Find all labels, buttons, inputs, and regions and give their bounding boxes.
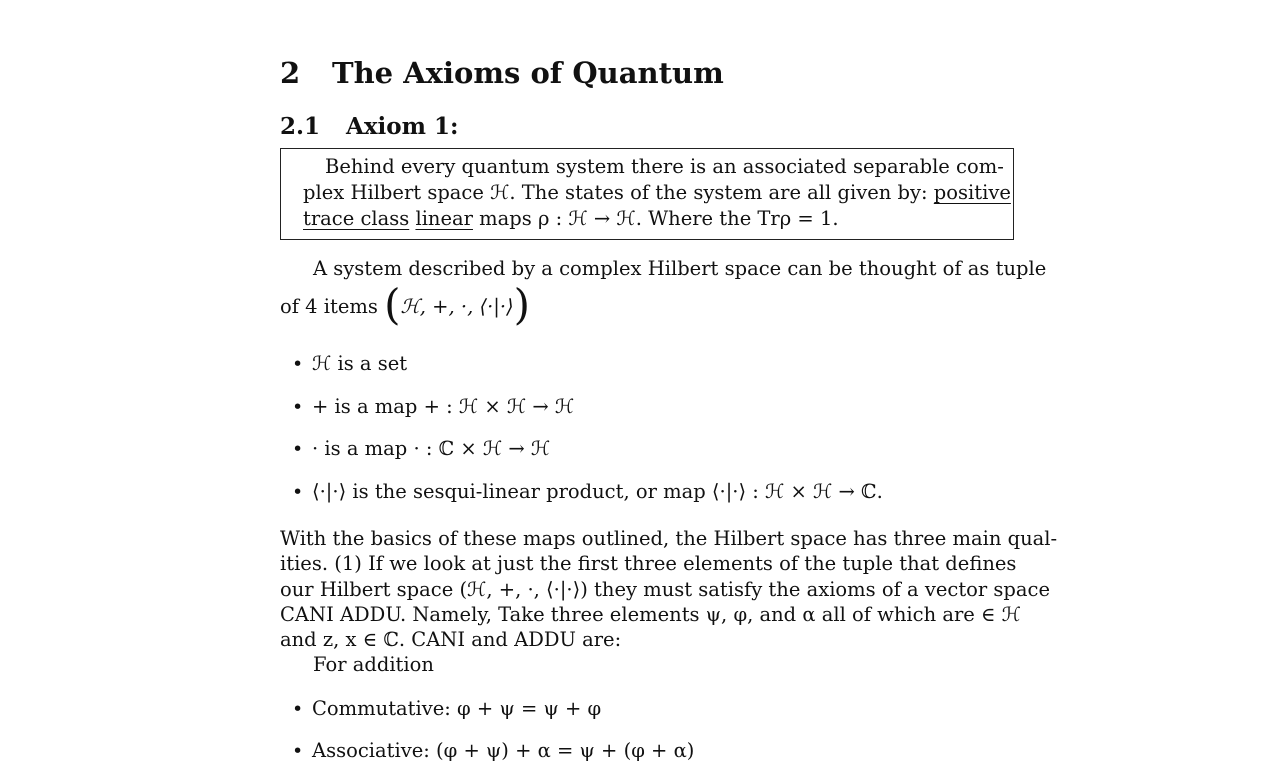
- section-title: The Axioms of Quantum: [332, 56, 724, 90]
- linear-term: linear: [415, 207, 473, 230]
- list-item: • + is a map + : ℋ × ℋ → ℋ: [292, 395, 575, 418]
- list-item: • Associative: (φ + ψ) + α = ψ + (φ + α): [292, 739, 695, 762]
- list-item: • Commutative: φ + ψ = ψ + φ: [292, 697, 602, 720]
- bullet-icon: •: [292, 353, 304, 375]
- section-heading: [280, 56, 724, 90]
- tuple-prefix: of 4 items: [280, 295, 378, 318]
- qualities-line-1: With the basics of these maps outlined, the Hilbert space has three main qual-: [280, 527, 1058, 550]
- axiom-line-3-text: maps ρ : ℋ → ℋ. Where the Trρ = 1.: [472, 207, 839, 230]
- bullet-icon: •: [292, 698, 304, 720]
- bullet-icon: •: [292, 740, 304, 762]
- bullet-icon: •: [292, 481, 304, 503]
- positive-term: positive: [933, 181, 1011, 204]
- qualities-line-2: ities. (1) If we look at just the first three elements of the tuple that defines: [280, 552, 1017, 576]
- bullet-icon: •: [292, 396, 304, 418]
- qualities-line-5: and z, x ∈ ℂ. CANI and ADDU are:: [280, 628, 622, 652]
- qualities-line-3: our Hilbert space (ℋ, +, ·, ⟨·|·⟩) they must satisfy the axioms of a vector space: [280, 577, 1050, 601]
- tuple-line-1: A system described by a complex Hilbert space can be thought of as tuple: [313, 257, 1047, 280]
- qualities-line-4: CANI ADDU. Namely, Take three elements ψ, φ, and α all of which are ∈ ℋ: [280, 602, 1021, 626]
- right-paren: ): [513, 280, 531, 329]
- tuple-expression: ℋ, +, ·, ⟨·|·⟩: [400, 295, 514, 318]
- section-number: 2: [280, 56, 301, 90]
- axiom-line-2-text: plex Hilbert space ℋ. The states of the system are all given by:: [303, 181, 928, 204]
- axiom-line-1: Behind every quantum system there is an associated separable com-: [325, 155, 1004, 178]
- left-paren: (: [384, 280, 401, 329]
- qualities-paragraph: [280, 526, 1058, 678]
- bullet-icon: •: [292, 438, 304, 460]
- subsection-heading: [280, 113, 458, 140]
- axiom-line-2: [303, 180, 1011, 206]
- tuple-line-2: [280, 280, 1014, 329]
- tuple-paragraph: [280, 256, 1047, 329]
- qualities-line-6: For addition: [313, 653, 434, 677]
- list-item: • · is a map · : ℂ × ℋ → ℋ: [292, 437, 551, 460]
- trace-class-term: trace class: [303, 207, 410, 230]
- list-item: • ℋ is a set: [292, 352, 408, 375]
- axiom-box: [280, 148, 1014, 240]
- subsection-number: 2.1: [280, 113, 321, 140]
- list-item: • ⟨·|·⟩ is the sesqui-linear product, or map ⟨·|·⟩ : ℋ × ℋ → ℂ.: [292, 480, 883, 503]
- axiom-line-3: [303, 206, 992, 232]
- subsection-title: Axiom 1:: [346, 113, 459, 140]
